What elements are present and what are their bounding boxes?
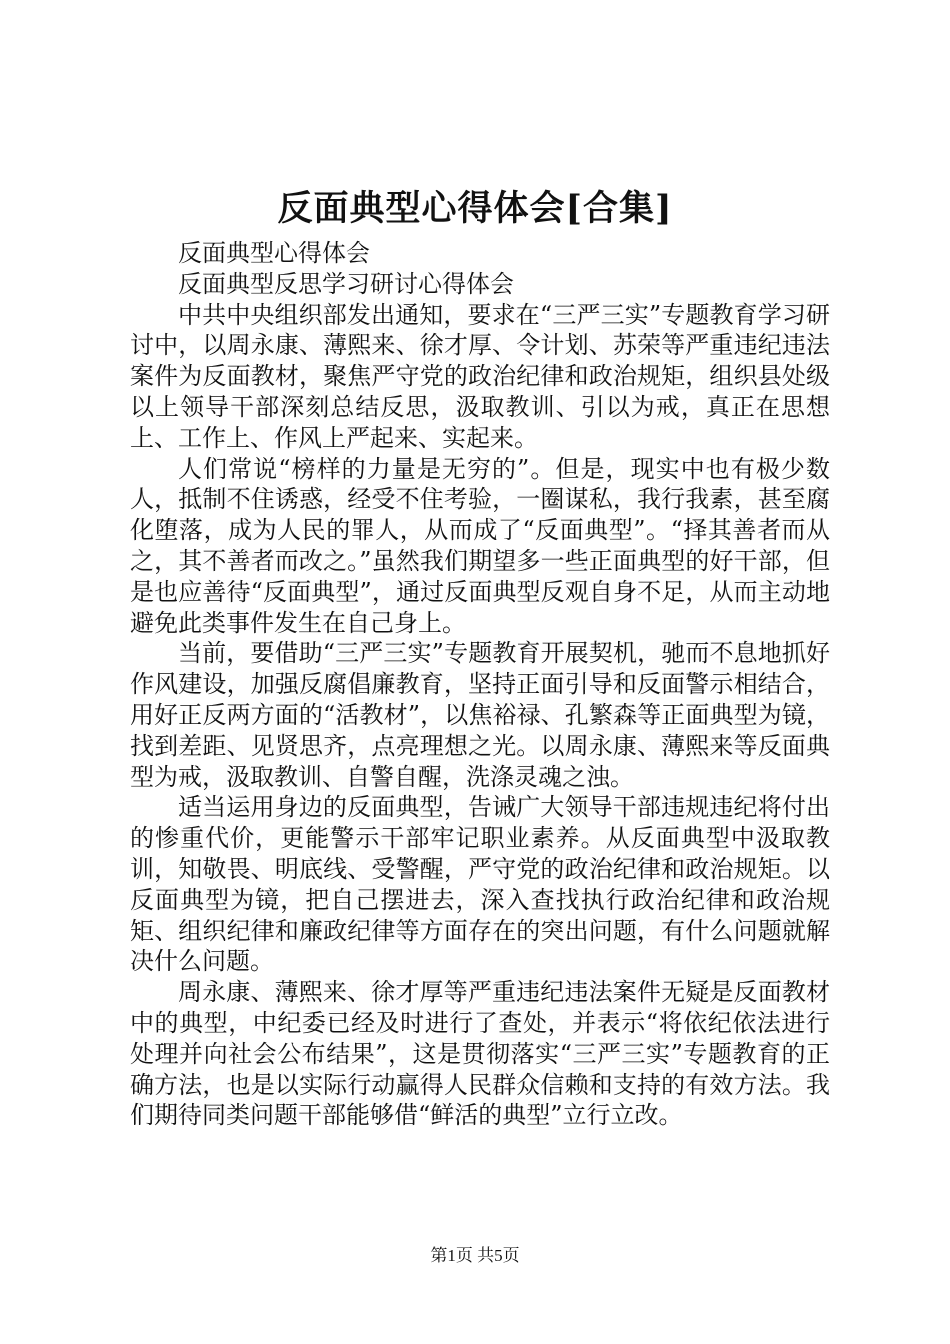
document-title: 反面典型心得体会[合集] <box>277 188 673 229</box>
subtitle-line-2: 反面典型反思学习研讨心得体会 <box>178 269 514 298</box>
paragraph-5: 周永康、薄熙来、徐才厚等严重违纪违法案件无疑是反面教材中的典型，中纪委已经及时进行了查处，并表示“将依纪依法进行处理并向社会公布结果”，这是贯彻落实“三严三实”专题教育的正确方法，也是以实际行动赢得人民群众信赖和支持的有效方法。我们期待同类问题干部能够借“鲜活的典型”立行立改。 <box>130 978 830 1130</box>
paragraph-1: 中共中央组织部发出通知，要求在“三严三实”专题教育学习研讨中，以周永康、薄熙来、徐才厚、令计划、苏荣等严重违纪违法案件为反面教材，聚焦严守党的政治纪律和政治规矩，组织县处级以上领导干部深刻总结反思，汲取教训、引以为戒，真正在思想上、工作上、作风上严起来、实起来。 <box>130 300 830 452</box>
subtitle-line-1: 反面典型心得体会 <box>178 239 370 267</box>
page-number-footer: 第1页 共5页 <box>430 1246 520 1265</box>
paragraph-3: 当前，要借助“三严三实”专题教育开展契机，驰而不息地抓好作风建设，加强反腐倡廉教育，坚持正面引导和反面警示相结合，用好正反两方面的“活教材”，以焦裕禄、孔繁森等正面典型为镜，找到差距、见贤思齐，点亮理想之光。以周永康、薄熙来等反面典型为戒，汲取教训、自警自醒，洗涤灵魂之浊。 <box>130 639 830 791</box>
paragraph-4: 适当运用身边的反面典型，告诫广大领导干部违规违纪将付出的惨重代价，更能警示干部牢记职业素养。从反面典型中汲取教训，知敬畏、明底线、受警醒，严守党的政治纪律和政治规矩。以反面典型为镜，把自己摆进去，深入查找执行政治纪律和政治规矩、组织纪律和廉政纪律等方面存在的突出问题，有什么问题就解决什么问题。 <box>130 793 830 976</box>
paragraph-2: 人们常说“榜样的力量是无穷的”。但是，现实中也有极少数人，抵制不住诱惑，经受不住考验，一圈谋私，我行我素，甚至腐化堕落，成为人民的罪人，从而成了“反面典型”。“择其善者而从之，其不善者而改之。”虽然我们期望多一些正面典型的好干部，但是也应善待“反面典型”，通过反面典型反观自身不足，从而主动地避免此类事件发生在自己身上。 <box>130 454 830 637</box>
document-body <box>130 238 830 1131</box>
